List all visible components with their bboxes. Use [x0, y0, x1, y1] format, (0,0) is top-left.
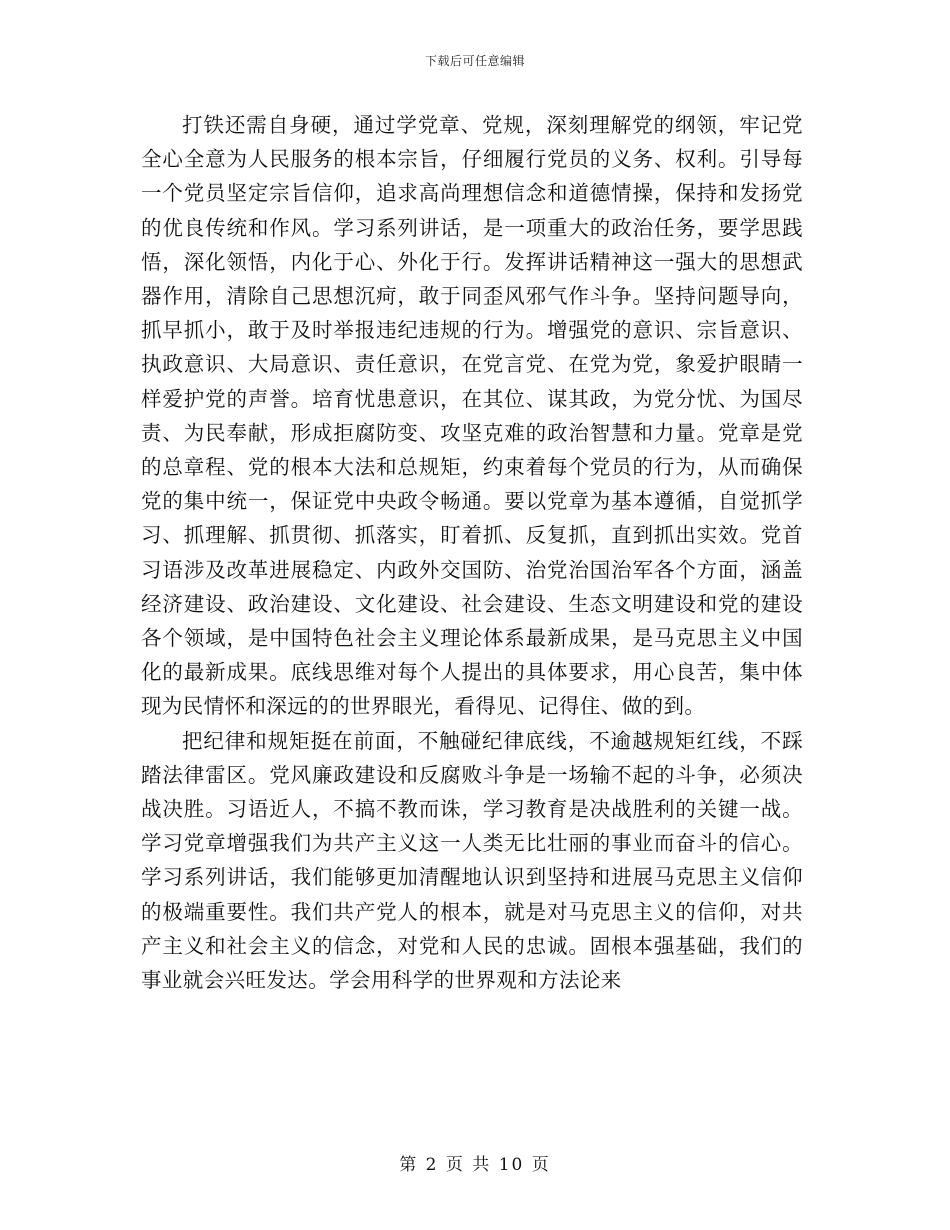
page-number-footer: 第 2 页 共 10 页 [399, 1155, 551, 1175]
body-paragraph-2: 把纪律和规矩挺在前面，不触碰纪律底线，不逾越规矩红线，不踩踏法律雷区。党风廉政建设和反腐败斗争是一场输不起的斗争，必须决战决胜。习语近人，不搞不教而诛，学习教育是决战胜利的关键一战。学习党章增强我们为共产主义这一人类无比壮丽的事业而奋斗的信心。学习系列讲话，我们能够更加清醒地认识到坚持和进展马克思主义信仰的极端重要性。我们共产党人的根本，就是对马克思主义的信仰，对共产主义和社会主义的信念，对党和人民的忠诚。固根本强基础，我们的事业就会兴旺发达。学会用科学的世界观和方法论来 [141, 728, 803, 993]
document-body [141, 108, 803, 997]
body-paragraph-1: 打铁还需自身硬，通过学党章、党规，深刻理解党的纲领，牢记党全心全意为人民服务的根本宗旨，仔细履行党员的义务、权利。引导每一个党员坚定宗旨信仰，追求高尚理想信念和道德情操，保持和发扬党的优良传统和作风。学习系列讲话，是一项重大的政治任务，要学思践悟，深化领悟，内化于心、外化于行。发挥讲话精神这一强大的思想武器作用，清除自己思想沉疴，敢于同歪风邪气作斗争。坚持问题导向，抓早抓小，敢于及时举报违纪违规的行为。增强党的意识、宗旨意识、执政意识、大局意识、责任意识，在党言党、在党为党，象爱护眼睛一样爱护党的声誉。培育忧患意识，在其位、谋其政，为党分忧、为国尽责、为民奉献，形成拒腐防变、攻坚克难的政治智慧和力量。党章是党的总章程、党的根本大法和总规矩，约束着每个党员的行为，从而确保党的集中统一，保证党中央政令畅通。要以党章为基本遵循，自觉抓学习、抓理解、抓贯彻、抓落实，盯着抓、反复抓，直到抓出实效。党首习语涉及改革进展稳定、内政外交国防、治党治国治军各个方面，涵盖经济建设、政治建设、文化建设、社会建设、生态文明建设和党的建设各个领域，是中国特色社会主义理论体系最新成果，是马克思主义中国化的最新成果。底线思维对每个人提出的具体要求，用心良苦，集中体现为民情怀和深远的的世界眼光，看得见、记得住、做的到。 [141, 113, 803, 719]
page-header: 下载后可任意编辑 [424, 54, 525, 68]
